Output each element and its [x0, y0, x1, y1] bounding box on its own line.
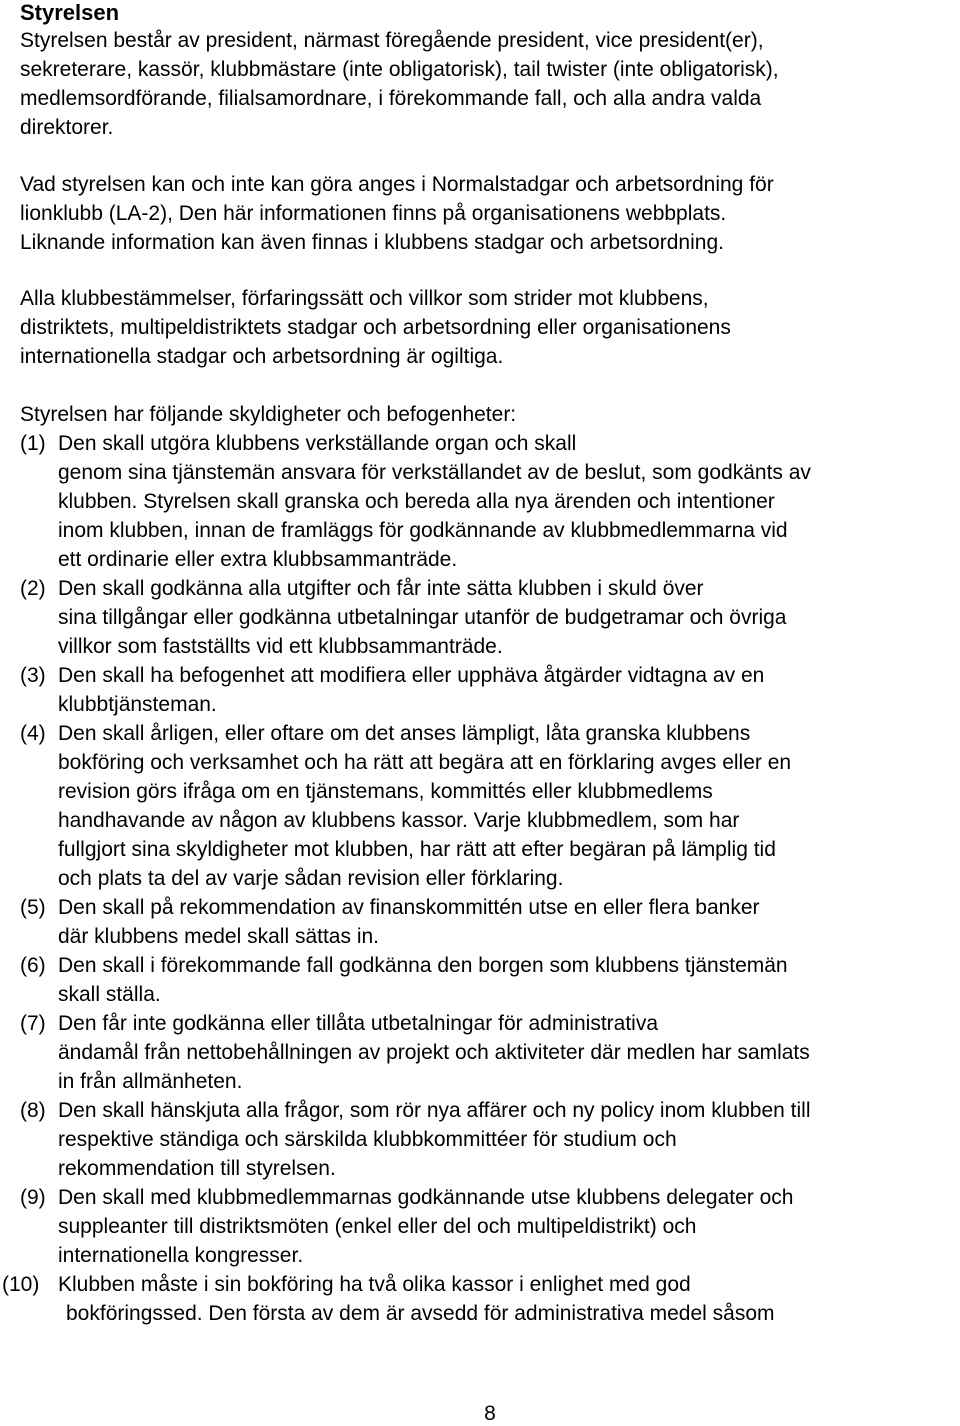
text-line: Klubben måste i sin bokföring ha två olika kassor i enlighet med god — [58, 1273, 691, 1296]
text-line: handhavande av någon av klubbens kassor. Varje klubbmedlem, som har — [58, 809, 740, 832]
text-line: bokföringssed. Den första av dem är avsedd för administrativa medel såsom — [66, 1302, 775, 1325]
paragraph-board-powers-reference — [20, 170, 960, 257]
list-item-number: (6) — [20, 954, 46, 977]
text-line: internationella kongresser. — [58, 1244, 304, 1267]
list-item — [20, 429, 960, 574]
text-line: rekommendation till styrelsen. — [58, 1157, 336, 1180]
text-line: Vad styrelsen kan och inte kan göra anges i Normalstadgar och arbetsordning för — [20, 173, 774, 196]
text-line: suppleanter till distriktsmöten (enkel eller del och multipeldistrikt) och — [58, 1215, 697, 1238]
text-line: in från allmänheten. — [58, 1070, 243, 1093]
list-item-number: (5) — [20, 896, 46, 919]
text-line: Alla klubbestämmelser, förfaringssätt och villkor som strider mot klubbens, — [20, 287, 709, 310]
text-line: ett ordinarie eller extra klubbsammanträde. — [58, 548, 458, 571]
list-item — [20, 1096, 960, 1183]
text-line: Den skall med klubbmedlemmarnas godkännande utse klubbens delegater och — [58, 1186, 794, 1209]
list-item — [20, 1009, 960, 1096]
text-line: genom sina tjänstemän ansvara för verkställandet av de beslut, som godkänts av — [58, 461, 811, 484]
text-line: internationella stadgar och arbetsordning är ogiltiga. — [20, 345, 504, 368]
text-line: Den skall ha befogenhet att modifiera eller upphäva åtgärder vidtagna av en — [58, 664, 765, 687]
paragraph-duties-intro — [20, 400, 960, 429]
list-item — [20, 719, 960, 893]
text-line: inom klubben, innan de framläggs för godkännande av klubbmedlemmarna vid — [58, 519, 788, 542]
list-item — [20, 893, 960, 951]
text-line: Den får inte godkänna eller tillåta utbetalningar för administrativa — [58, 1012, 659, 1035]
text-line: villkor som fastställts vid ett klubbsammanträde. — [58, 635, 503, 658]
text-line: fullgjort sina skyldigheter mot klubben, har rätt att efter begäran på lämplig tid — [58, 838, 776, 861]
text-line: lionklubb (LA-2), Den här informationen finns på organisationens webbplats. — [20, 202, 727, 225]
text-line: direktorer. — [20, 116, 114, 139]
list-item-number: (9) — [20, 1186, 46, 1209]
list-item-number: (7) — [20, 1012, 46, 1035]
document-page — [2, 0, 960, 1425]
text-line: klubben. Styrelsen skall granska och bereda alla nya ärenden och intentioner — [58, 490, 775, 513]
text-line: respektive ständiga och särskilda klubbkommittéer för studium och — [58, 1128, 677, 1151]
page-number: 8 — [484, 1402, 496, 1425]
text-line: Styrelsen består av president, närmast föregående president, vice president(er), — [20, 29, 764, 52]
list-item — [20, 661, 960, 719]
paragraph-invalid-rules — [20, 284, 960, 371]
paragraph-board-composition — [20, 26, 960, 142]
list-item-number: (4) — [20, 722, 46, 745]
text-line: Den skall utgöra klubbens verkställande organ och skall — [58, 432, 577, 455]
text-line: där klubbens medel skall sättas in. — [58, 925, 379, 948]
text-line: Styrelsen har följande skyldigheter och befogenheter: — [20, 403, 517, 426]
text-line: Liknande information kan även finnas i klubbens stadgar och arbetsordning. — [20, 231, 724, 254]
list-item-number: (3) — [20, 664, 46, 687]
text-line: bokföring och verksamhet och ha rätt att begära att en förklaring avges eller en — [58, 751, 792, 774]
text-line: Den skall i förekommande fall godkänna den borgen som klubbens tjänstemän — [58, 954, 788, 977]
text-line: sina tillgångar eller godkänna utbetalningar utanför de budgetramar och övriga — [58, 606, 787, 629]
list-item — [2, 1270, 960, 1328]
list-item-number: (10) — [2, 1273, 40, 1296]
text-line: Den skall årligen, eller oftare om det anses lämpligt, låta granska klubbens — [58, 722, 751, 745]
text-line: Den skall godkänna alla utgifter och får inte sätta klubben i skuld över — [58, 577, 704, 600]
text-line: Den skall hänskjuta alla frågor, som rör nya affärer och ny policy inom klubben till — [58, 1099, 811, 1122]
text-line: ändamål från nettobehållningen av projekt och aktiviteter där medlen har samlats — [58, 1041, 810, 1064]
duties-list — [2, 429, 960, 1328]
text-line: distriktets, multipeldistriktets stadgar och arbetsordning eller organisationens — [20, 316, 731, 339]
list-item — [20, 1183, 960, 1270]
text-line: Den skall på rekommendation av finanskommittén utse en eller flera banker — [58, 896, 760, 919]
list-item — [20, 951, 960, 1009]
text-line: och plats ta del av varje sådan revision eller förklaring. — [58, 867, 564, 890]
list-item — [20, 574, 960, 661]
text-line: sekreterare, kassör, klubbmästare (inte obligatorisk), tail twister (inte obligatorisk), — [20, 58, 779, 81]
text-line: klubbtjänsteman. — [58, 693, 217, 716]
list-item-number: (8) — [20, 1099, 46, 1122]
list-item-number: (1) — [20, 432, 46, 455]
text-line: skall ställa. — [58, 983, 161, 1006]
text-line: revision görs ifråga om en tjänstemans, kommittés eller klubbmedlems — [58, 780, 713, 803]
section-heading: Styrelsen — [20, 0, 120, 25]
text-line: medlemsordförande, filialsamordnare, i förekommande fall, och alla andra valda — [20, 87, 762, 110]
list-item-number: (2) — [20, 577, 46, 600]
